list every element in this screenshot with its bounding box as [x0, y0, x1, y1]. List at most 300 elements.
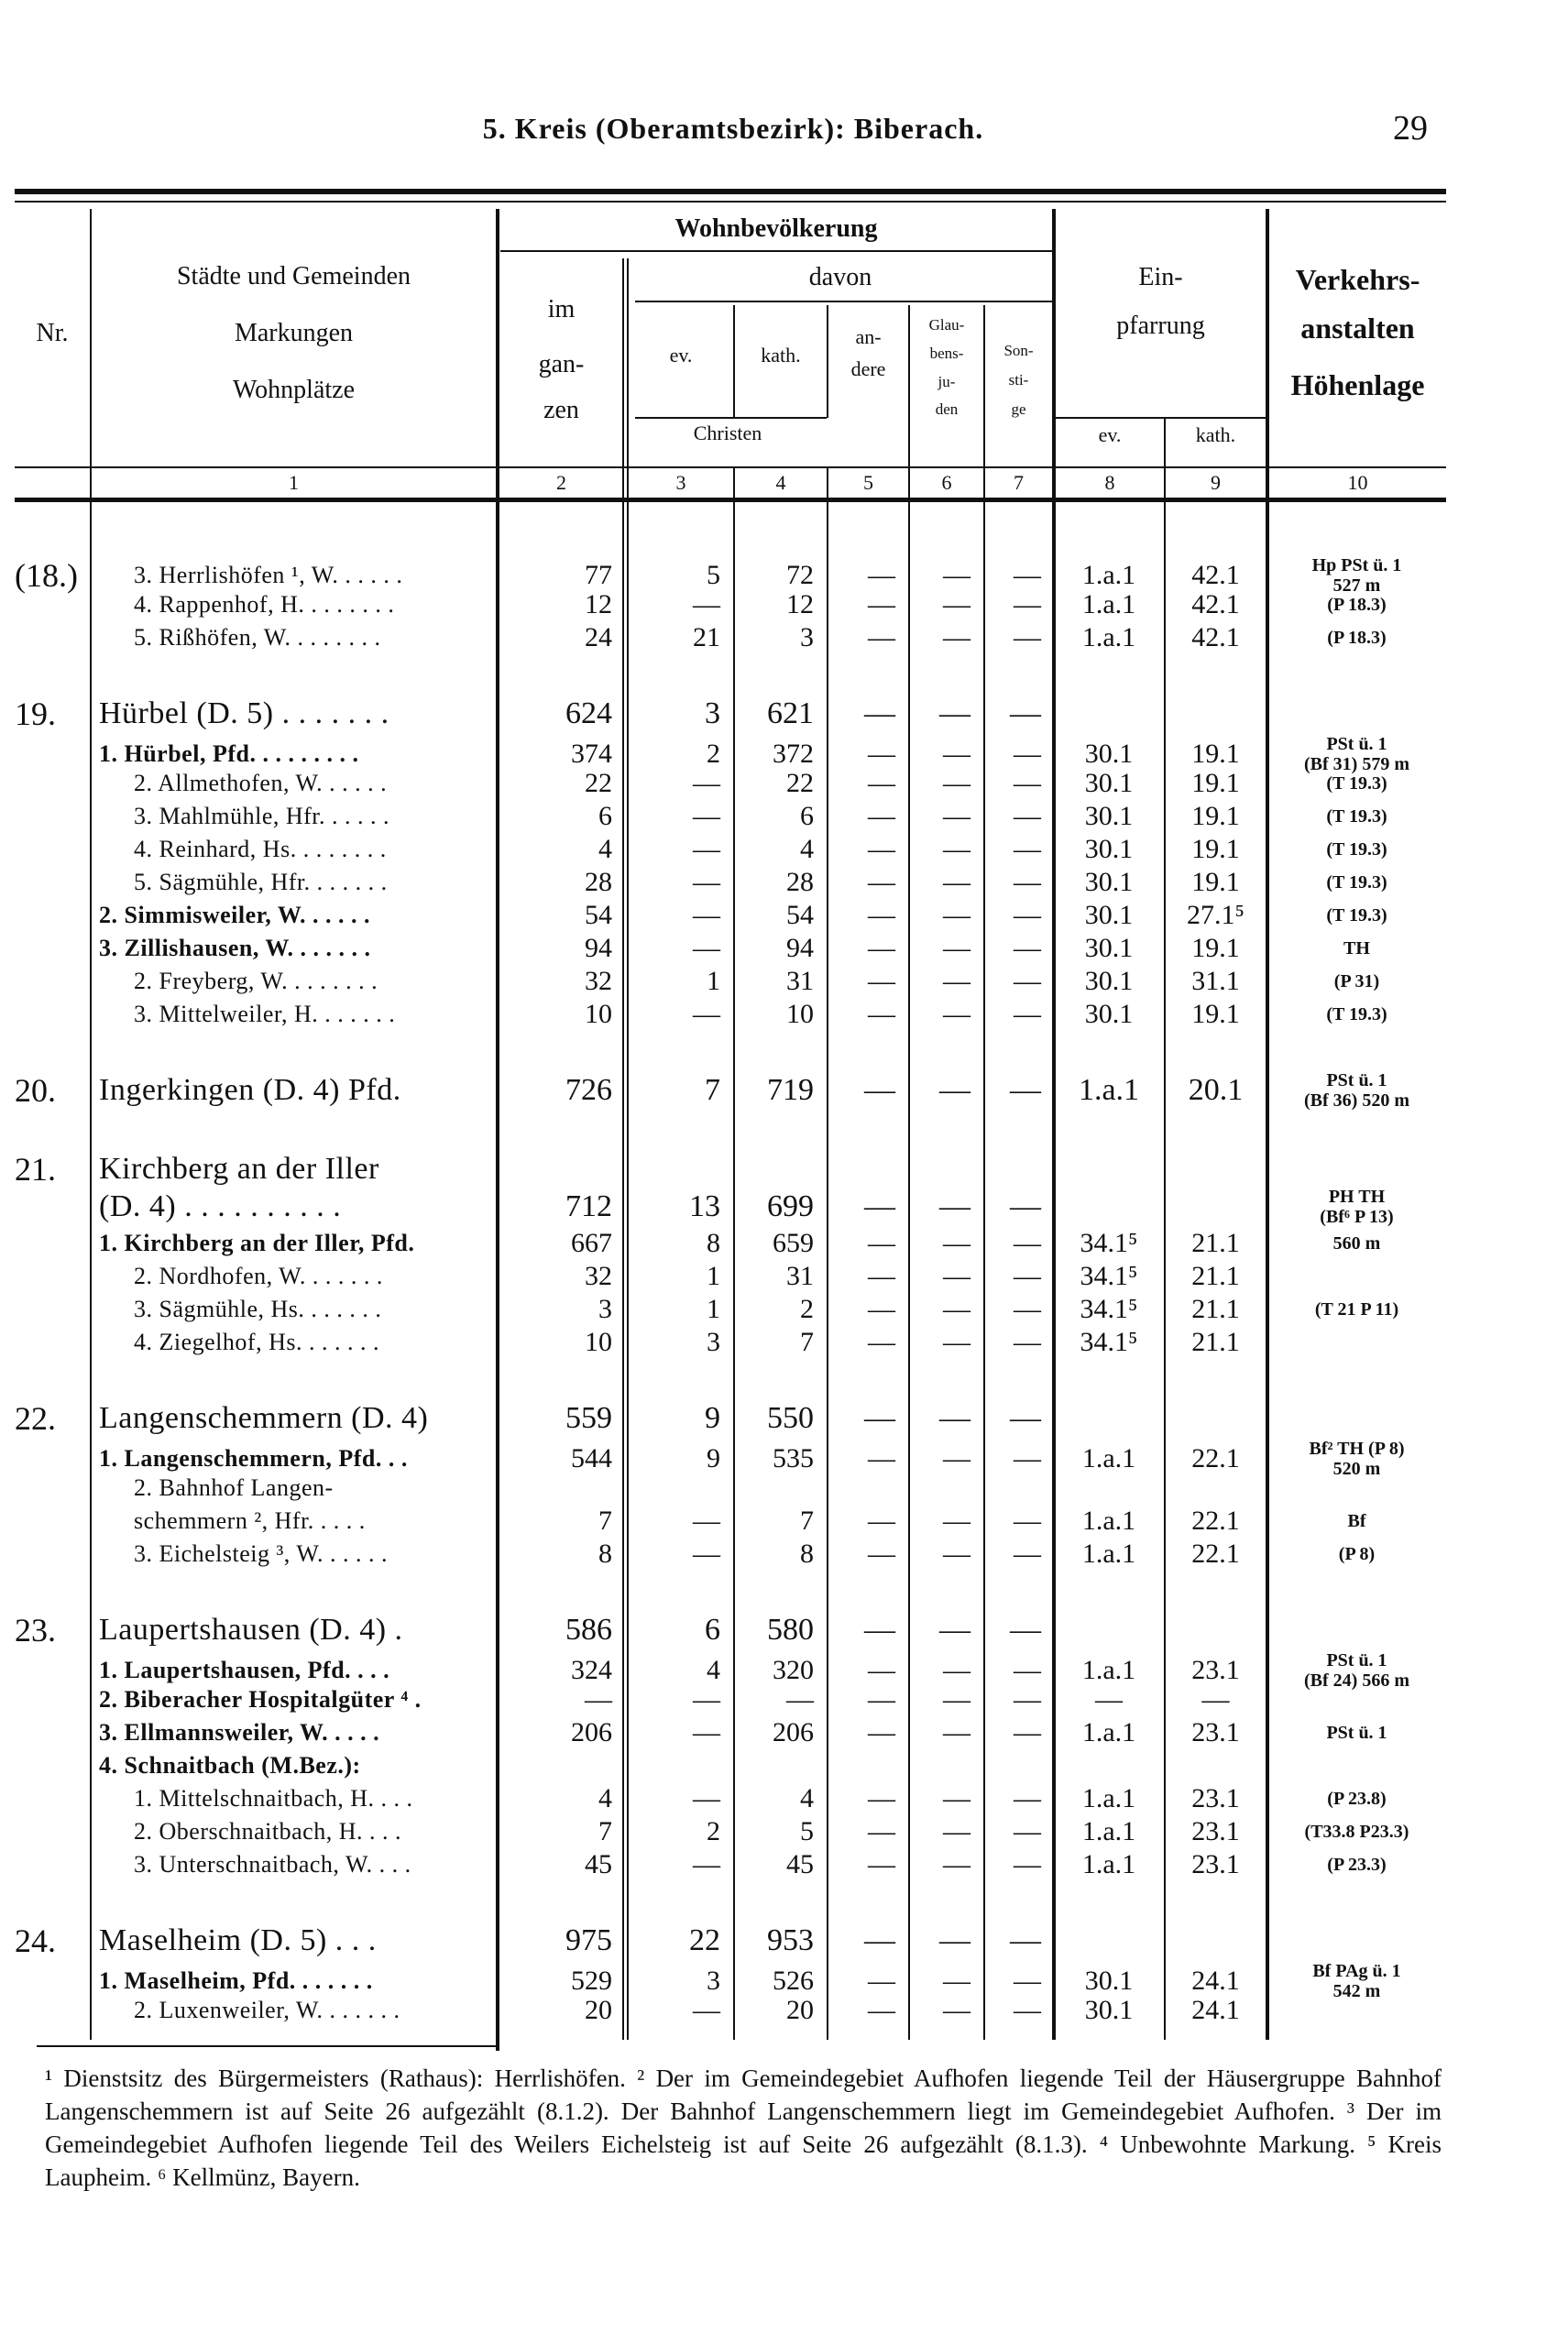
value-col-3: — — [693, 1995, 720, 2025]
verkehrsanstalten-hoehenlage — [1267, 1187, 1446, 1227]
place-name: 4. Reinhard, Hs. . . . . . . . — [134, 836, 387, 862]
place-name: 2. Allmethofen, W. . . . . . — [134, 770, 388, 796]
table-row — [15, 1650, 1446, 1691]
column-number: 5 — [863, 471, 873, 494]
value-col-5: — — [864, 1073, 895, 1107]
value-col-5: — — [868, 999, 895, 1029]
group-23 — [15, 1610, 1446, 1881]
value-col-4: 320 — [773, 1655, 814, 1685]
value-col-4: 54 — [786, 900, 814, 930]
value-col-2: 77 — [585, 560, 612, 590]
table-row — [15, 1683, 1446, 1716]
value-col-3: 3 — [705, 696, 720, 730]
verkehrsanstalten-hoehenlage — [1267, 938, 1446, 958]
value-col-8: 1.a.1 — [1081, 1816, 1136, 1846]
value-col-3: 22 — [689, 1923, 720, 1957]
c10-line: (T 19.3) — [1326, 872, 1387, 893]
value-col-5: — — [868, 1261, 895, 1291]
value-col-9: 23.1 — [1191, 1655, 1240, 1685]
value-col-5: — — [868, 1506, 895, 1536]
value-col-2: 10 — [585, 1327, 612, 1357]
value-col-8: 30.1 — [1084, 1995, 1134, 2025]
value-col-4: 45 — [786, 1849, 814, 1879]
place-name: 2. Luxenweiler, W. . . . . . . — [134, 1997, 400, 2023]
place-name: Maselheim (D. 5) . . . — [99, 1923, 377, 1957]
header-glaubensjuden-4: den — [935, 400, 959, 418]
value-col-8: 30.1 — [1084, 1966, 1134, 1996]
place-name: 3. Eichelsteig ³, W. . . . . . — [134, 1540, 388, 1567]
value-col-3: 6 — [705, 1613, 720, 1647]
value-col-4: 621 — [767, 696, 814, 730]
value-col-6: — — [943, 739, 970, 769]
value-col-7: — — [1010, 1189, 1041, 1223]
value-col-8: 30.1 — [1084, 867, 1134, 897]
value-col-5: — — [868, 867, 895, 897]
value-col-3: 13 — [689, 1189, 720, 1223]
value-col-4: 12 — [786, 589, 814, 619]
value-col-3: — — [693, 867, 720, 897]
table-row — [15, 1227, 1446, 1260]
group-22 — [15, 1398, 1446, 1571]
header-kath: kath. — [761, 344, 801, 367]
header-sonstige-3: ge — [1011, 400, 1026, 418]
value-col-7: — — [1010, 1401, 1041, 1435]
value-col-9: 19.1 — [1191, 834, 1240, 864]
column-number: 1 — [289, 471, 299, 494]
place-name: 2. Oberschnaitbach, H. . . . — [134, 1818, 401, 1845]
place-name: 1. Laupertshausen, Pfd. . . . — [99, 1657, 390, 1683]
value-col-4: 5 — [800, 1816, 814, 1846]
value-col-7: — — [1014, 933, 1041, 963]
value-col-7: — — [1014, 560, 1041, 590]
value-col-9: — — [1201, 1684, 1230, 1714]
table-row — [15, 866, 1446, 899]
value-col-6: — — [943, 1684, 970, 1714]
table-row — [15, 1716, 1446, 1749]
value-col-7: — — [1014, 1655, 1041, 1685]
value-col-9: 19.1 — [1191, 768, 1240, 798]
place-name: 2. Nordhofen, W. . . . . . . — [134, 1263, 383, 1289]
group-21 — [15, 1150, 1446, 1359]
c10-line: PSt ü. 1 — [1326, 1723, 1387, 1743]
value-col-4: 699 — [767, 1189, 814, 1223]
value-col-3: — — [693, 1717, 720, 1747]
header-einpf-kath: kath. — [1195, 423, 1236, 446]
c10-line: (T 19.3) — [1326, 905, 1387, 926]
value-col-7: — — [1014, 1849, 1041, 1879]
header-col10-3: Höhenlage — [1290, 368, 1425, 401]
value-col-2: 28 — [585, 867, 612, 897]
rule-einpfarrung — [1056, 417, 1267, 419]
place-name: 1. Maselheim, Pfd. . . . . . . — [99, 1967, 373, 1994]
value-col-2: 374 — [571, 739, 612, 769]
value-col-7: — — [1014, 1443, 1041, 1473]
c10-line: (T 19.3) — [1326, 839, 1387, 860]
place-name: 4. Schnaitbach (M.Bez.): — [99, 1752, 361, 1779]
value-col-5: — — [868, 768, 895, 798]
value-col-2: 54 — [585, 900, 612, 930]
value-col-5: — — [868, 1966, 895, 1996]
c10-line: PSt ü. 1 — [1326, 1070, 1387, 1090]
table-row — [15, 555, 1446, 596]
c10-line: (T 19.3) — [1326, 773, 1387, 794]
value-col-7: — — [1014, 1294, 1041, 1324]
value-col-3: — — [693, 1849, 720, 1879]
verkehrsanstalten-hoehenlage — [1267, 734, 1446, 774]
value-col-4: 20 — [786, 1995, 814, 2025]
value-col-3: 9 — [705, 1401, 720, 1435]
place-name: 3. Unterschnaitbach, W. . . . — [134, 1851, 411, 1878]
value-col-9: 42.1 — [1191, 560, 1240, 590]
value-col-7: — — [1014, 1327, 1041, 1357]
table-row — [15, 767, 1446, 800]
value-col-4: 953 — [767, 1923, 814, 1957]
value-col-8: 34.1⁵ — [1080, 1327, 1138, 1357]
value-col-3: — — [693, 1506, 720, 1536]
verkehrsanstalten-hoehenlage — [1267, 1822, 1446, 1842]
value-col-2: 529 — [571, 1966, 612, 1996]
footnote-rule — [37, 2045, 498, 2047]
column-number: 6 — [941, 471, 952, 494]
table-row — [15, 1782, 1446, 1815]
place-name: 3. Mahlmühle, Hfr. . . . . . — [134, 803, 390, 829]
table-row — [15, 1187, 1446, 1227]
value-col-2: 544 — [571, 1443, 612, 1473]
value-col-5: — — [868, 933, 895, 963]
value-col-6: — — [943, 1995, 970, 2025]
value-col-4: 28 — [786, 867, 814, 897]
verkehrsanstalten-hoehenlage — [1267, 1070, 1446, 1111]
header-sonstige-1: Son- — [1003, 342, 1034, 359]
header-sonstige-2: sti- — [1008, 371, 1029, 389]
value-col-4: 94 — [786, 933, 814, 963]
value-col-3: — — [693, 1783, 720, 1813]
place-name: 4. Ziegelhof, Hs. . . . . . . — [134, 1329, 379, 1355]
c10-line: 542 m — [1332, 1981, 1381, 2001]
column-number: 8 — [1104, 471, 1115, 494]
value-col-4: 659 — [773, 1228, 814, 1258]
value-col-9: 24.1 — [1191, 1995, 1240, 2025]
table-row — [15, 1994, 1446, 2027]
place-name: 3. Herrlishöfen ¹, W. . . . . . — [134, 562, 403, 588]
rule-davon — [635, 301, 1052, 302]
value-col-5: — — [868, 801, 895, 831]
c10-line: PSt ü. 1 — [1326, 1650, 1387, 1670]
verkehrsanstalten-hoehenlage — [1267, 839, 1446, 860]
value-col-7: — — [1014, 739, 1041, 769]
header-col1-line3: Wohnplätze — [232, 376, 356, 404]
value-col-7: — — [1014, 966, 1041, 996]
table-row — [15, 1070, 1446, 1111]
value-col-7: — — [1014, 1261, 1041, 1291]
value-col-2: 667 — [571, 1228, 612, 1258]
verkehrsanstalten-hoehenlage — [1267, 1233, 1446, 1254]
header-col10-2: anstalten — [1300, 312, 1415, 345]
value-col-7: — — [1014, 1995, 1041, 2025]
place-name: 3. Ellmannsweiler, W. . . . . — [99, 1719, 380, 1746]
value-col-4: 206 — [773, 1717, 814, 1747]
table-row — [15, 1961, 1446, 2001]
value-col-7: — — [1010, 1923, 1041, 1957]
value-col-9: 42.1 — [1191, 622, 1240, 652]
value-col-6: — — [943, 801, 970, 831]
c10-line: (P 18.3) — [1327, 595, 1387, 615]
row-number: (18.) — [15, 557, 78, 594]
verkehrsanstalten-hoehenlage — [1267, 555, 1446, 596]
value-col-2: 4 — [598, 834, 612, 864]
value-col-3: — — [693, 801, 720, 831]
value-col-6: — — [943, 1655, 970, 1685]
value-col-8: 34.1⁵ — [1080, 1294, 1138, 1324]
value-col-6: — — [943, 1506, 970, 1536]
value-col-5: — — [868, 966, 895, 996]
value-col-7: — — [1014, 1539, 1041, 1569]
value-col-6: — — [943, 1539, 970, 1569]
group-24 — [15, 1921, 1446, 2027]
header-im-ganzen-3: zen — [543, 396, 579, 424]
value-col-6: — — [943, 1294, 970, 1324]
value-col-3: — — [693, 1684, 720, 1714]
place-name: 2. Simmisweiler, W. . . . . . — [99, 902, 370, 928]
value-col-2: 32 — [585, 966, 612, 996]
value-col-3: 1 — [707, 966, 720, 996]
value-col-6: — — [943, 1717, 970, 1747]
value-col-6: — — [939, 1923, 970, 1957]
value-col-8: 1.a.1 — [1081, 1506, 1136, 1536]
table-row — [15, 1150, 1446, 1187]
value-col-2: 559 — [565, 1401, 612, 1435]
value-col-8: 30.1 — [1084, 739, 1134, 769]
group-18 — [15, 555, 1446, 654]
value-col-7: — — [1010, 696, 1041, 730]
rule-column-numbers — [15, 466, 1446, 468]
value-col-9: 42.1 — [1191, 589, 1240, 619]
table-row — [15, 1610, 1446, 1650]
value-col-5: — — [868, 622, 895, 652]
value-col-3: — — [693, 768, 720, 798]
top-thick-rule — [15, 189, 1446, 194]
value-col-9: 22.1 — [1191, 1443, 1240, 1473]
verkehrsanstalten-hoehenlage — [1267, 1723, 1446, 1743]
value-col-3: 21 — [693, 622, 720, 652]
value-col-9: 20.1 — [1188, 1073, 1244, 1107]
value-col-7: — — [1014, 1783, 1041, 1813]
value-col-3: 1 — [707, 1261, 720, 1291]
verkehrsanstalten-hoehenlage — [1267, 1789, 1446, 1809]
row-number: 22. — [15, 1400, 56, 1437]
c10-line: (P 31) — [1333, 971, 1380, 991]
value-col-8: — — [1095, 1684, 1123, 1714]
value-col-6: — — [943, 834, 970, 864]
value-col-7: — — [1014, 1228, 1041, 1258]
table-row — [15, 998, 1446, 1031]
table-row — [15, 694, 1446, 734]
table-row — [15, 1398, 1446, 1439]
table-row — [15, 1538, 1446, 1571]
table-row — [15, 621, 1446, 654]
value-col-5: — — [868, 1294, 895, 1324]
verkehrsanstalten-hoehenlage — [1267, 971, 1446, 991]
table-row — [15, 734, 1446, 774]
value-col-2: 6 — [598, 801, 612, 831]
header-christen: Christen — [693, 422, 762, 444]
place-name: (D. 4) . . . . . . . . . . — [99, 1189, 342, 1223]
value-col-6: — — [943, 1327, 970, 1357]
value-col-2: 7 — [598, 1816, 612, 1846]
value-col-4: 22 — [786, 768, 814, 798]
value-col-3: 3 — [707, 1327, 720, 1357]
value-col-7: — — [1014, 768, 1041, 798]
header-davon: davon — [808, 263, 872, 291]
column-number: 10 — [1347, 471, 1368, 494]
c10-line: PSt ü. 1 — [1326, 734, 1387, 754]
value-col-4: 31 — [786, 966, 814, 996]
verkehrsanstalten-hoehenlage — [1267, 773, 1446, 794]
c10-line: Hp PSt ü. 1 — [1311, 555, 1402, 575]
value-col-9: 23.1 — [1191, 1717, 1240, 1747]
value-col-2: 3 — [598, 1294, 612, 1324]
value-col-3: — — [693, 589, 720, 619]
value-col-9: 19.1 — [1191, 801, 1240, 831]
verkehrsanstalten-hoehenlage — [1267, 1004, 1446, 1024]
value-col-9: 21.1 — [1191, 1228, 1240, 1258]
c10-line: (Bf 36) 520 m — [1304, 1090, 1409, 1111]
table-row — [15, 1293, 1446, 1326]
value-col-3: — — [693, 1539, 720, 1569]
table-row — [15, 965, 1446, 998]
value-col-9: 22.1 — [1191, 1539, 1240, 1569]
column-number: 9 — [1211, 471, 1221, 494]
value-col-5: — — [868, 1995, 895, 2025]
value-col-6: — — [939, 1401, 970, 1435]
value-col-4: 10 — [786, 999, 814, 1029]
value-col-2: 45 — [585, 1849, 612, 1879]
column-number: 3 — [675, 471, 686, 494]
table-row — [15, 1815, 1446, 1848]
value-col-5: — — [864, 1189, 895, 1223]
value-col-3: 3 — [707, 1966, 720, 1996]
value-col-2: 8 — [598, 1539, 612, 1569]
c10-line: (T 19.3) — [1326, 1004, 1387, 1024]
verkehrsanstalten-hoehenlage — [1267, 1511, 1446, 1531]
value-col-7: — — [1010, 1073, 1041, 1107]
value-col-9: 31.1 — [1191, 966, 1240, 996]
value-col-7: — — [1014, 1816, 1041, 1846]
value-col-5: — — [868, 1717, 895, 1747]
value-col-9: 21.1 — [1191, 1294, 1240, 1324]
value-col-6: — — [939, 1073, 970, 1107]
value-col-6: — — [943, 900, 970, 930]
rule-christen — [635, 417, 827, 419]
value-col-2: 94 — [585, 933, 612, 963]
c10-line: (Bf⁶ P 13) — [1320, 1207, 1394, 1227]
value-col-2: 586 — [565, 1613, 612, 1647]
value-col-7: — — [1014, 622, 1041, 652]
value-col-8: 1.a.1 — [1081, 1849, 1136, 1879]
value-col-4: 6 — [800, 801, 814, 831]
value-col-4: 7 — [800, 1506, 814, 1536]
header-einpf-ev: ev. — [1098, 423, 1122, 446]
value-col-2: 624 — [565, 696, 612, 730]
value-col-8: 30.1 — [1084, 900, 1134, 930]
place-name: 1. Mittelschnaitbach, H. . . . — [134, 1785, 413, 1812]
value-col-2: 975 — [565, 1923, 612, 1957]
value-col-5: — — [864, 1923, 895, 1957]
verkehrsanstalten-hoehenlage — [1267, 806, 1446, 827]
value-col-6: — — [943, 622, 970, 652]
value-col-4: — — [786, 1684, 814, 1714]
value-col-9: 19.1 — [1191, 999, 1240, 1029]
c10-line: (T 21 P 11) — [1314, 1299, 1399, 1320]
value-col-7: — — [1014, 867, 1041, 897]
value-col-9: 21.1 — [1191, 1261, 1240, 1291]
value-col-9: 23.1 — [1191, 1849, 1240, 1879]
column-number: 7 — [1014, 471, 1024, 494]
group-19 — [15, 694, 1446, 1031]
value-col-2: 24 — [585, 622, 612, 652]
value-col-9: 23.1 — [1191, 1816, 1240, 1846]
value-col-7: — — [1014, 834, 1041, 864]
value-col-2: 324 — [571, 1655, 612, 1685]
value-col-8: 1.a.1 — [1081, 589, 1136, 619]
value-col-8: 1.a.1 — [1081, 1443, 1136, 1473]
header-glaubensjuden-1: Glau- — [928, 316, 965, 334]
value-col-5: — — [864, 1613, 895, 1647]
table-row — [15, 1472, 1446, 1505]
header-einpfarrung-1: Ein- — [1138, 263, 1183, 291]
footnotes: ¹ Dienstsitz des Bürgermeisters (Rathaus): Herrlishöfen. ² Der im Gemeindegebiet Aufhofen liegende Teil der Häusergruppe Bahnhof Langenschemmern ist auf Seite 26 aufgezählt (8.1.2). Der Bahnhof Langenschemmern liegt im Gemeindegebiet Aufhofen. ³ Der im Gemeindegebiet Aufhofen liegende Teil des Weilers Eichelsteig ist auf Seite 26 aufgezählt (8.1.3). ⁴ Unbewohnte Markung. ⁵ Kreis Laupheim. ⁶ Kellmünz, Bayern. — [45, 2065, 1442, 2191]
value-col-4: 72 — [786, 560, 814, 590]
value-col-2: — — [585, 1684, 612, 1714]
value-col-8: 1.a.1 — [1081, 1539, 1136, 1569]
value-col-8: 1.a.1 — [1081, 560, 1136, 590]
value-col-3: 4 — [707, 1655, 720, 1685]
value-col-5: — — [868, 1783, 895, 1813]
value-col-3: — — [693, 933, 720, 963]
table-row — [15, 1921, 1446, 1961]
value-col-2: 4 — [598, 1783, 612, 1813]
value-col-8: 34.1⁵ — [1080, 1261, 1138, 1291]
value-col-5: — — [868, 834, 895, 864]
rule-wohnbevoelkerung — [500, 250, 1052, 252]
value-col-7: — — [1014, 1684, 1041, 1714]
header-nr: Nr. — [36, 319, 69, 347]
value-col-7: — — [1010, 1613, 1041, 1647]
verkehrsanstalten-hoehenlage — [1267, 905, 1446, 926]
c10-line: (P 23.3) — [1327, 1855, 1387, 1875]
value-col-5: — — [868, 1539, 895, 1569]
place-name: 5. Sägmühle, Hfr. . . . . . . — [134, 869, 388, 895]
value-col-6: — — [943, 1816, 970, 1846]
value-col-5: — — [868, 739, 895, 769]
value-col-4: 526 — [773, 1966, 814, 1996]
table-row — [15, 899, 1446, 932]
value-col-8: 30.1 — [1084, 834, 1134, 864]
value-col-4: 8 — [800, 1539, 814, 1569]
c10-line: TH — [1343, 938, 1370, 958]
header-wohnbevoelkerung: Wohnbevölkerung — [674, 214, 878, 243]
value-col-3: 8 — [707, 1228, 720, 1258]
c10-line: (T33.8 P23.3) — [1304, 1822, 1409, 1842]
c10-line: (T 19.3) — [1326, 806, 1387, 827]
value-col-5: — — [868, 1816, 895, 1846]
value-col-4: 719 — [767, 1073, 814, 1107]
value-col-8: 30.1 — [1084, 999, 1134, 1029]
value-col-5: — — [868, 1849, 895, 1879]
value-col-8: 30.1 — [1084, 933, 1134, 963]
verkehrsanstalten-hoehenlage — [1267, 872, 1446, 893]
value-col-6: — — [943, 768, 970, 798]
